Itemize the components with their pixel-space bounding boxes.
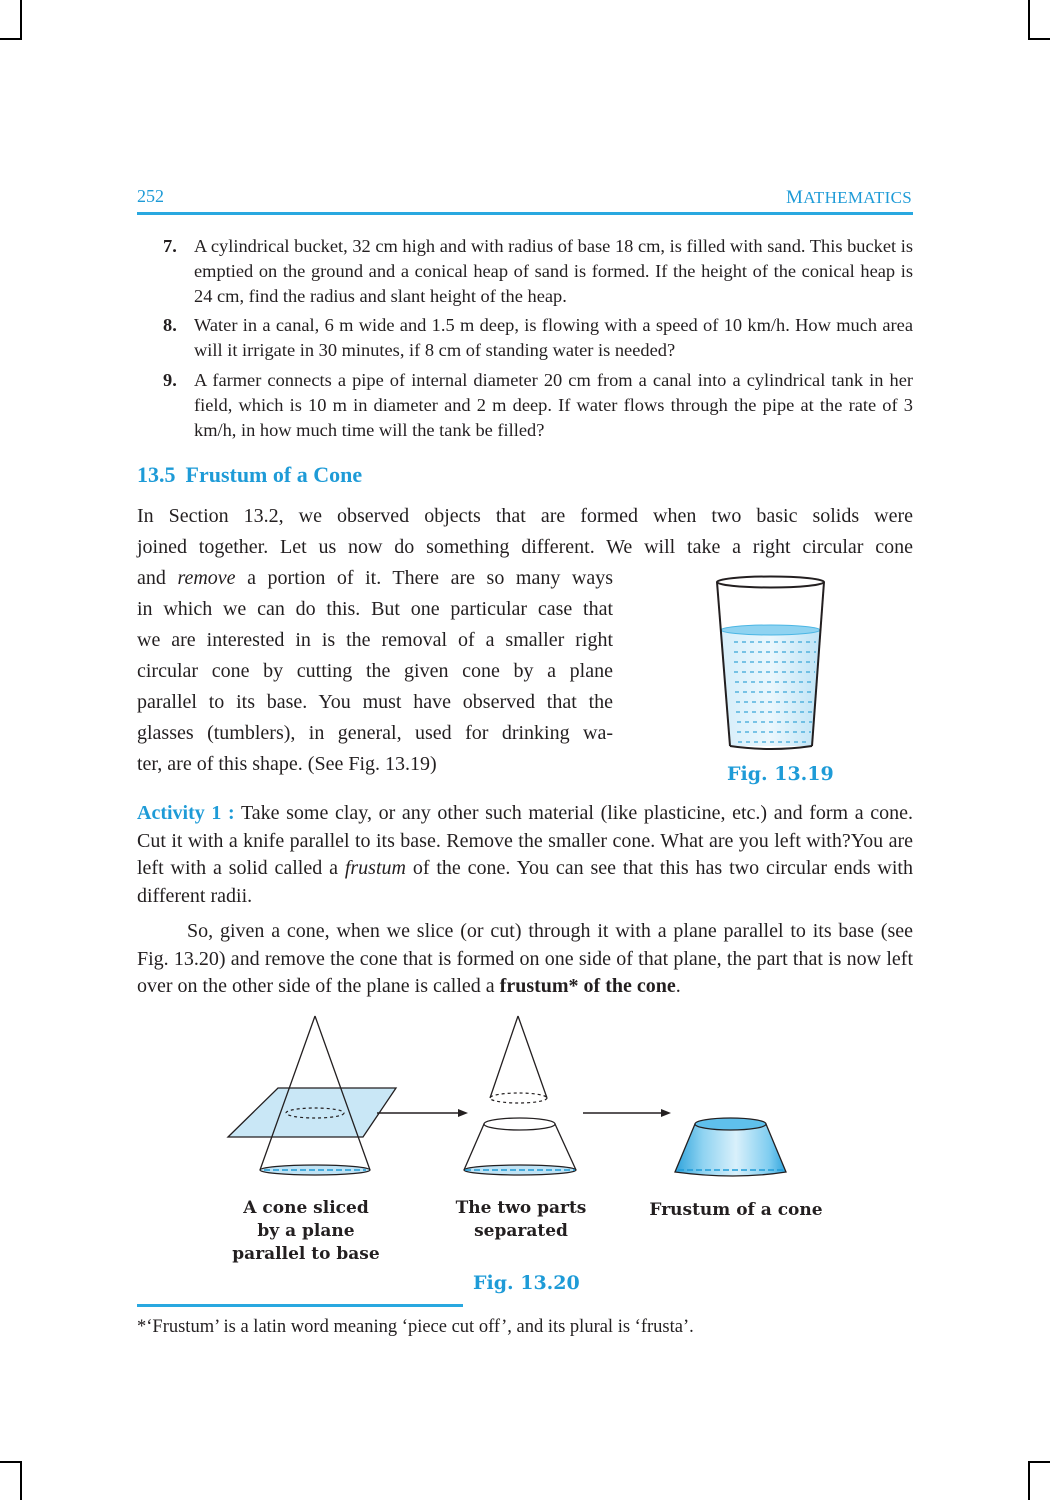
intro-line: In Section 13.2, we observed objects that are formed when two basic solids were bbox=[137, 505, 913, 527]
crop-mark-bottom-left bbox=[20, 1461, 22, 1500]
exercise-item bbox=[163, 313, 913, 363]
exercise-text: A cylindrical bucket, 32 cm high and with radius of base 18 cm, is filled with sand. This bucket is emptied on the ground and a conical heap of sand is formed. If the height of the conical heap is 24 cm, find the radius and slant height of the heap. bbox=[194, 236, 913, 306]
section-title: Frustum of a Cone bbox=[185, 462, 363, 487]
exercise-text: A farmer connects a pipe of internal diameter 20 cm from a canal into a cylindrical tank in her field, which is 10 m in diameter and 2 m deep. If water flows through the pipe at the rate of 3 km/h, in how much time will the tank be filled? bbox=[194, 370, 913, 440]
header-rule bbox=[137, 212, 913, 215]
water-fill bbox=[721, 630, 820, 746]
figure-caption: Fig. 13.19 bbox=[727, 763, 834, 785]
frustum-solid bbox=[675, 1118, 786, 1176]
intro-text: and bbox=[137, 567, 178, 589]
tumbler-figure bbox=[710, 570, 840, 755]
label-line: separated bbox=[474, 1221, 568, 1241]
arrow-right-icon bbox=[377, 1109, 468, 1117]
crop-mark-bottom-right bbox=[1028, 1461, 1030, 1500]
intro-line: parallel to its base. You must have observed that the bbox=[137, 691, 613, 713]
label-line: Frustum of a cone bbox=[649, 1200, 823, 1220]
label-line: parallel to base bbox=[232, 1244, 380, 1264]
intro-line: in which we can do this. But one particular case that bbox=[137, 598, 613, 620]
activity-emphasis: frustum bbox=[344, 857, 406, 879]
exercise-text: Water in a canal, 6 m wide and 1.5 m deep, is flowing with a speed of 10 km/h. How much area will it irrigate in 30 minutes, if 8 cm of standing water is needed? bbox=[194, 315, 913, 360]
activity-text: Take some clay, or any other such material (like plasticine, etc.) and form a cone. Cut it with a knife parallel to its base. Remove the smaller cone. What are you left with?You are left with a solid called a bbox=[137, 802, 913, 879]
intro-paragraph bbox=[137, 501, 913, 563]
exercise-item bbox=[163, 234, 913, 309]
intro-line: we are interested in is the removal of a smaller right bbox=[137, 629, 613, 651]
activity-paragraph bbox=[137, 800, 913, 910]
exercise-number: 8. bbox=[163, 315, 177, 335]
running-head-rest: ATHEMATICS bbox=[803, 188, 912, 207]
label-line: A cone sliced bbox=[243, 1198, 369, 1218]
crop-mark-top-right bbox=[1028, 0, 1030, 40]
footnote: *‘Frustum’ is a latin word meaning ‘piece cut off’, and its plural is ‘frusta’. bbox=[137, 1317, 694, 1337]
definition-paragraph bbox=[137, 918, 913, 1001]
page-number: 252 bbox=[137, 186, 164, 206]
intro-line: circular cone by cutting the given cone by a plane bbox=[137, 660, 613, 682]
crop-mark-bottom-left bbox=[0, 1461, 22, 1463]
label-line: The two parts bbox=[455, 1198, 587, 1218]
section-number: 13.5 bbox=[137, 462, 176, 487]
activity-label: Activity 1 : bbox=[137, 802, 235, 824]
exercise-number: 7. bbox=[163, 236, 177, 256]
crop-mark-bottom-right bbox=[1028, 1461, 1050, 1463]
separated-parts bbox=[464, 1016, 576, 1175]
cutting-plane bbox=[228, 1088, 396, 1137]
intro-line bbox=[137, 563, 613, 594]
figure-label-frustum bbox=[640, 1199, 832, 1222]
label-line: by a plane bbox=[257, 1221, 355, 1241]
footnote-rule bbox=[137, 1304, 463, 1307]
crop-mark-top-left bbox=[0, 38, 20, 40]
definition-text: . bbox=[675, 975, 681, 997]
intro-text: a portion of it. There are so many ways bbox=[235, 567, 613, 589]
figure-label-sliced bbox=[220, 1197, 392, 1266]
crop-mark-top-right bbox=[1028, 38, 1050, 40]
exercise-number: 9. bbox=[163, 370, 177, 390]
water-surface bbox=[721, 625, 820, 635]
running-head bbox=[786, 187, 912, 209]
tumbler-rim bbox=[717, 577, 824, 588]
frustum-figure bbox=[220, 1010, 820, 1190]
exercise-item bbox=[163, 368, 913, 443]
sliced-cone bbox=[228, 1016, 396, 1175]
running-head-initial: M bbox=[786, 187, 804, 208]
intro-line: ter, are of this shape. (See Fig. 13.19) bbox=[137, 753, 437, 775]
arrow-right-icon bbox=[583, 1109, 671, 1117]
crop-mark-top-left bbox=[20, 0, 22, 40]
figure-caption: Fig. 13.20 bbox=[473, 1272, 580, 1294]
definition-text: So, given a cone, when we slice (or cut) through it with a plane parallel to its base (see Fig. 13.20) and remove the cone that is formed on one side of that plane, the part that is now left over on the other side of the plane is called a bbox=[137, 920, 913, 997]
intro-line: glasses (tumblers), in general, used for drinking wa- bbox=[137, 722, 613, 744]
intro-line: joined together. Let us now do something different. We will take a right circular cone bbox=[137, 536, 913, 558]
tumbler-base bbox=[730, 746, 812, 749]
figure-label-separated bbox=[440, 1197, 602, 1243]
definition-term: frustum* of the cone bbox=[499, 975, 676, 997]
intro-wrap-paragraph bbox=[137, 563, 613, 780]
section-heading bbox=[137, 462, 362, 488]
intro-emphasis: remove bbox=[177, 567, 236, 589]
activity-text: of the cone. You can see that this has two circular ends with different radii. bbox=[137, 857, 913, 907]
